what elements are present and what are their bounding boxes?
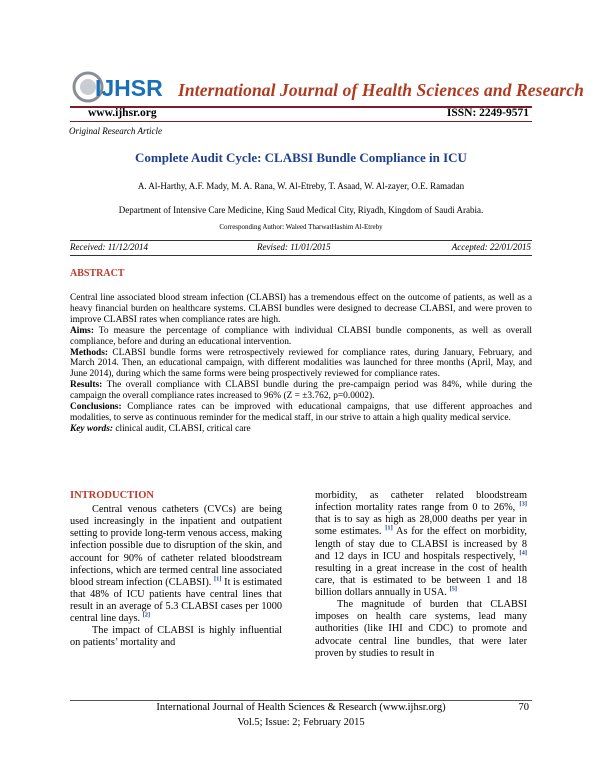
header-rule-bottom [70, 121, 532, 122]
paragraph [70, 504, 282, 625]
accepted-date: Accepted: 22/01/2015 [451, 242, 531, 252]
paragraph [315, 490, 527, 599]
footer-journal: International Journal of Health Sciences & Research (www.ijhsr.org) [156, 702, 446, 713]
dates-rule-bottom [70, 255, 532, 256]
paragraph-text: It is estimated that 48% of ICU patients have central lines that result in an average of 5.3 CLABSI cases per 1000 central line days. [70, 576, 282, 625]
footer-rule [70, 700, 532, 701]
methods-label: Methods: [70, 347, 109, 358]
citation-link[interactable]: [1] [385, 524, 393, 532]
introduction-right-column [315, 490, 527, 660]
citation-link[interactable]: [4] [519, 549, 527, 557]
logo-text: IJHSR [95, 75, 163, 101]
paragraph: The impact of CLABSI is highly influential on patients’ mortality and [70, 625, 282, 649]
aims-label: Aims: [70, 325, 94, 336]
corresponding-author: Corresponding Author: Waleed TharwatHashim Al-Etreby [219, 223, 383, 231]
introduction-heading: INTRODUCTION [70, 490, 155, 501]
issn: ISSN: 2249-9571 [446, 107, 529, 119]
paragraph-text: morbidity, as catheter related bloodstream infection mortality rates range from 0 to 26%, [315, 490, 527, 514]
journal-logo [71, 70, 175, 104]
citation-link[interactable]: [5] [449, 585, 458, 593]
abstract-conclusions [70, 402, 532, 424]
page-number: 70 [518, 702, 529, 713]
results-text: The overall compliance with CLABSI bundle during the pre-campaign period was 84%, while during the campaign the overall compliance rates increased to 96% (Z = ±3.762, p=0.0002). [70, 380, 532, 402]
citation-link[interactable]: [2] [142, 611, 151, 619]
paragraph-text: resulting in a great increase in the cost of health care, that is estimated to be between 1 and 18 billion dollars annually in USA. [315, 562, 527, 598]
author-list: A. Al-Harthy, A.F. Mady, M. A. Rana, W. Al-Etreby, T. Asaad, W. Al-zayer, O.E. Ramadan [137, 181, 465, 191]
methods-text: CLABSI bundle forms were retrospectively reviewed for compliance rates, during January, February, and March 2014. Then, an educational campaign, with different modalities was launched for three months (April, May, and June 2014), during which the same forms were being prospectively reviewed for compliance rates. [70, 347, 532, 380]
article-title: Complete Audit Cycle: CLABSI Bundle Compliance in ICU [135, 150, 467, 165]
abstract-aims [70, 326, 532, 348]
paragraph-text: that is to say as high as 28,000 deaths per year in some estimates. [315, 514, 527, 538]
introduction-left-column [70, 504, 282, 650]
abstract-intro: Central line associated blood stream infection (CLABSI) has a tremendous effect on the outcome of patients, as well as a heavy financial burden on healthcare systems. CLABSI bundles were designed to decrease CLABSI, and were proven to improve CLABSI rates when compliance rates are high. [70, 293, 532, 325]
aims-text: To measure the percentage of compliance with individual CLABSI bundle components, as well as overall compliance, before and during an educational intervention. [70, 325, 532, 347]
footer-volume: Vol.5; Issue: 2; February 2015 [237, 717, 365, 728]
abstract-results [70, 380, 532, 402]
affiliation: Department of Intensive Care Medicine, King Saud Medical City, Riyadh, Kingdom of Saudi Arabia. [118, 205, 484, 215]
conclusions-label: Conclusions: [70, 402, 122, 413]
article-type: Original Research Article [69, 126, 162, 136]
journal-title: International Journal of Health Sciences and Research [178, 80, 584, 100]
abstract-keywords [70, 424, 532, 435]
abstract-body [70, 293, 532, 435]
keywords-text: clinical audit, CLABSI, critical care [112, 423, 251, 434]
citation-link[interactable]: [3] [519, 500, 527, 508]
paragraph-text: Central venous catheters (CVCs) are being used increasingly in the inpatient and outpatient setting to provide long-term venous access, making infection possible due to disruption of the skin, and account for 90% of catheter related bloodstream infections, which are termed central line associated blood stream infection (CLABSI). [70, 504, 282, 588]
citation-link[interactable]: [1] [213, 575, 222, 583]
revised-date: Revised: 11/01/2015 [257, 242, 331, 252]
paragraph: The magnitude of burden that CLABSI imposes on health care systems, lead many authorities (like IHI and CDC) to promote and advocate central line bundles, that were later proven by studies to result in [315, 599, 527, 659]
dates-rule-top [70, 240, 532, 241]
received-date: Received: 11/12/2014 [70, 242, 149, 252]
abstract-heading: ABSTRACT [70, 268, 125, 279]
results-label: Results: [70, 380, 103, 391]
conclusions-text: Compliance rates can be improved with educational campaigns, that use different approaches and modalities, to serve as continuous reminder for the medical staff, in our strive to attain a high quality medical service. [70, 402, 532, 423]
keywords-label: Key words: [70, 423, 113, 434]
journal-website[interactable]: www.ijhsr.org [88, 107, 157, 119]
abstract-methods [70, 348, 532, 381]
paragraph-text: As for the effect on morbidity, length of stay due to CLABSI is increased by 8 and 12 days in ICU and hospitals respectively, [315, 526, 528, 562]
